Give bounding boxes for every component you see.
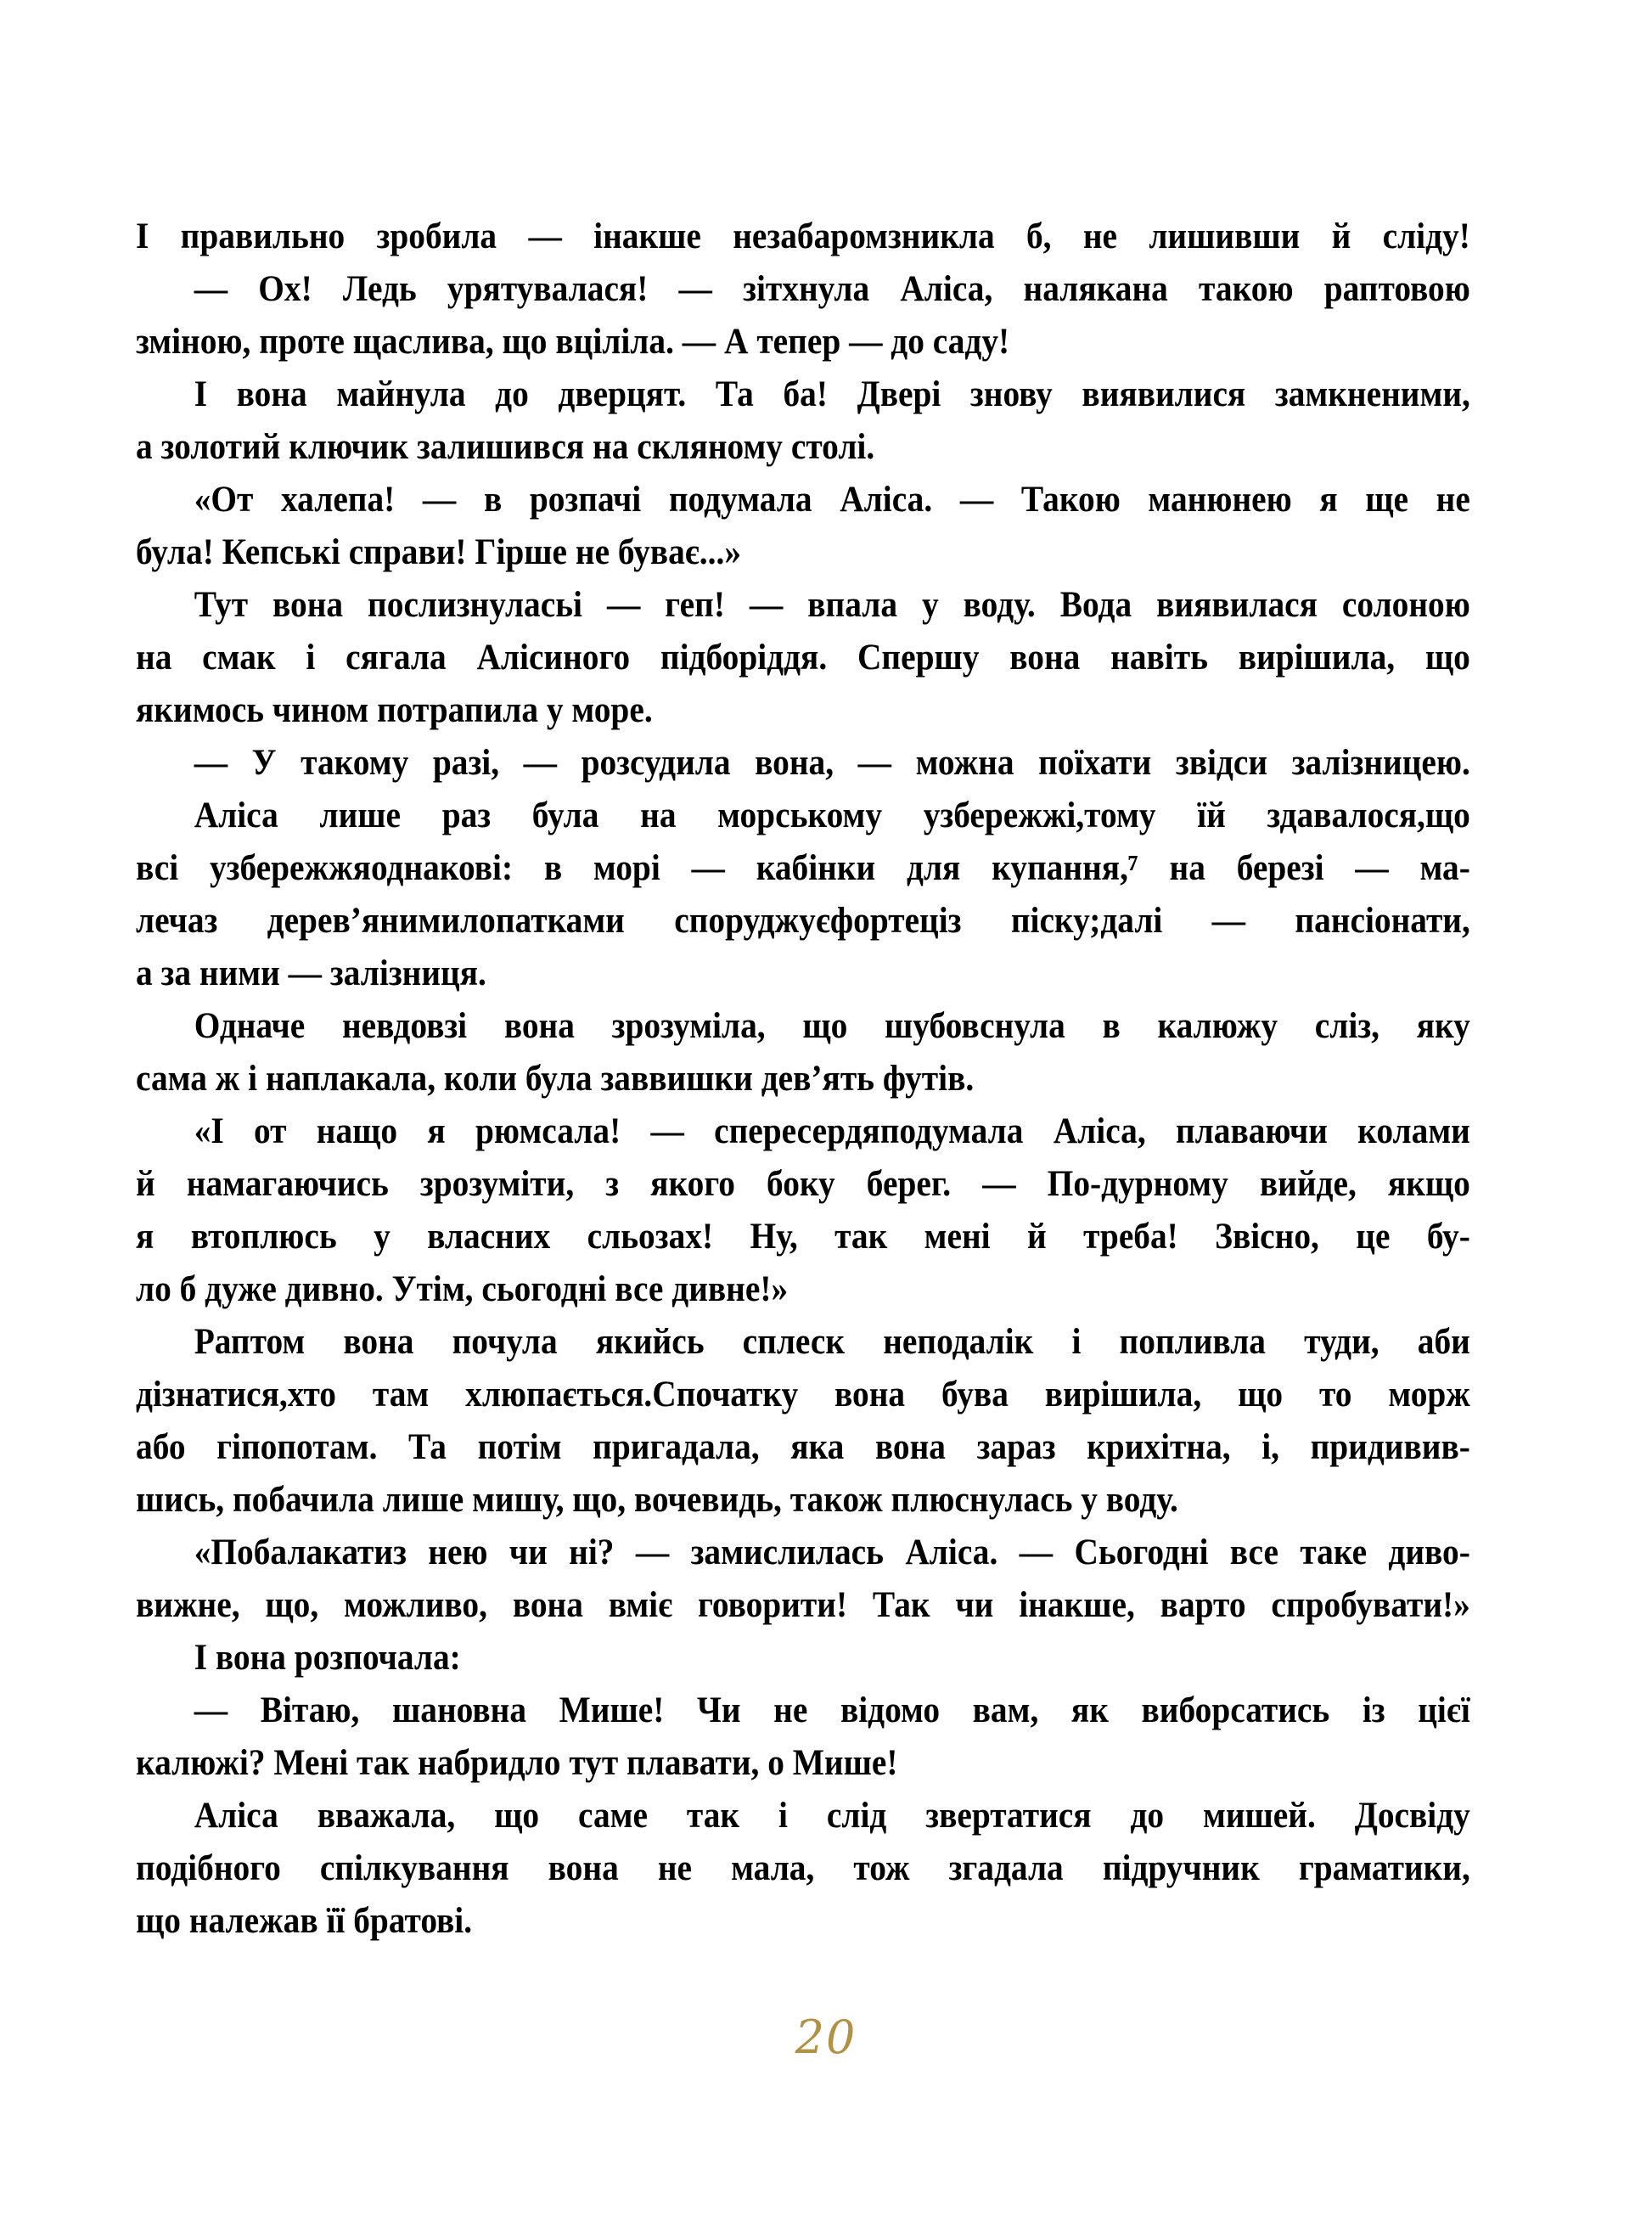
text-line: Одначе невдовзі вона зрозуміла, що шубовснула в калюжу сліз, яку (194, 1006, 1470, 1046)
text-line: «І от нащо я рюмсала! — спересердяподумала Аліса, плаваючи колами (194, 1111, 1470, 1151)
page-text (136, 211, 1470, 1948)
text-line: а за ними — залізниця. (136, 953, 486, 993)
text-line: Аліса вважала, що саме так і слід звертатися до мишей. Досвіду (194, 1796, 1470, 1836)
text-line: а золотий ключик залишився на скляному столі. (136, 427, 875, 467)
text-line: або гіпопотам. Та потім пригадала, яка вона зараз крихітна, і, придивив- (136, 1427, 1470, 1467)
text-line: зміною, проте щаслива, що вціліла. — А тепер — до саду! (136, 322, 1010, 362)
text-line: подібного спілкування вона не мала, тож згадала підручник граматики, (136, 1848, 1470, 1888)
text-line: Тут вона послизнуласьі — геп! — впала у воду. Вода виявилася солоною (194, 585, 1470, 625)
text-line: сама ж і наплакала, коли була заввишки дев’ять футів. (136, 1059, 975, 1099)
text-line: була! Кепські справи! Гірше не буває...» (136, 532, 742, 572)
text-line: — У такому разі, — розсудила вона, — можна поїхати звідси залізницею. (194, 743, 1470, 783)
text-line: І вона майнула до дверцят. Та ба! Двері знову виявилися замкненими, (194, 374, 1470, 414)
text-line: шись, побачила лише мишу, що, вочевидь, також плюснулась у воду. (136, 1480, 1178, 1520)
text-line: якимось чином потрапила у море. (136, 690, 653, 730)
text-line: Аліса лише раз була на морському узбережжі,тому їй здавалося,що (194, 796, 1470, 835)
text-line: — Вітаю, шановна Мише! Чи не відомо вам, як виборсатись із цієї (194, 1690, 1470, 1730)
text-line: що належав її братові. (136, 1901, 473, 1941)
text-line: дізнатися,хто там хлюпається.Спочатку вона бува вирішила, що то морж (136, 1375, 1470, 1415)
text-line: вижне, що, можливо, вона вміє говорити! Так чи інакше, варто спробувати!» (136, 1585, 1470, 1625)
text-line: — Ох! Ледь урятувалася! — зітхнула Аліса, налякана такою раптовою (194, 269, 1470, 309)
text-line: й намагаючись зрозуміти, з якого боку берег. — По-дурному вийде, якщо (136, 1164, 1470, 1204)
text-line: І вона розпочала: (194, 1638, 461, 1678)
text-line: калюжі? Мені так набридло тут плавати, о Мише! (136, 1743, 898, 1783)
text-line: «От халепа! — в розпачі подумала Аліса. — Такою манюнею я ще не (194, 480, 1470, 520)
page-number: 20 (795, 2011, 857, 2064)
text-line: Раптом вона почула якийсь сплеск неподалік і попливла туди, аби (194, 1322, 1470, 1362)
text-line: І правильно зробила — інакше незабаромзникла б, не лишивши й сліду! (136, 217, 1470, 256)
text-line: «Побалакатиз нею чи ні? — замислилась Аліса. — Сьогодні все таке диво- (194, 1533, 1470, 1572)
text-line: всі узбережжяоднакові: в морі — кабінки для купання,⁷ на березі — ма- (136, 848, 1470, 888)
text-line: лечаз дерев’янимилопатками споруджуєфортеціз піску;далі — пансіонати, (136, 901, 1470, 941)
text-line: на смак і сягала Алісиного підборіддя. Спершу вона навіть вирішила, що (136, 638, 1470, 678)
text-line: ло б дуже дивно. Утім, сьогодні все дивне!» (136, 1269, 789, 1309)
text-line: я втоплюсь у власних сльозах! Ну, так мені й треба! Звісно, це бу- (136, 1217, 1470, 1257)
